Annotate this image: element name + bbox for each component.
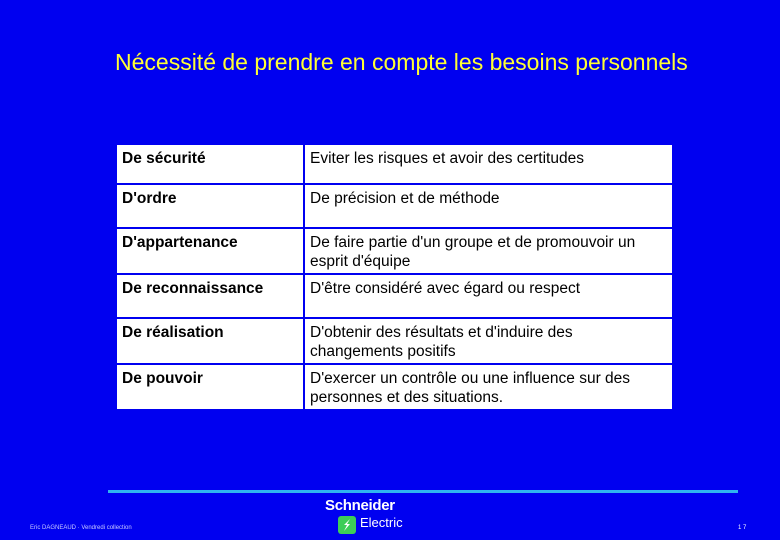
footer-author: Eric DAGNEAUD · Vendredi collection xyxy=(30,525,132,531)
need-cell: D'ordre xyxy=(116,184,304,228)
description-cell: D'exercer un contrôle ou une influence sur des personnes et des situations. xyxy=(304,364,673,410)
description-cell: De précision et de méthode xyxy=(304,184,673,228)
slide-title: Nécessité de prendre en compte les besoins personnels xyxy=(115,49,688,75)
logo-name: Schneider xyxy=(325,497,395,514)
description-cell: De faire partie d'un groupe et de promouvoir un esprit d'équipe xyxy=(304,228,673,274)
page-number: 1 7 xyxy=(738,525,747,531)
table-row xyxy=(116,318,673,364)
table-row xyxy=(116,274,673,318)
table-row xyxy=(116,364,673,410)
description-cell: D'obtenir des résultats et d'induire des changements positifs xyxy=(304,318,673,364)
table-row xyxy=(116,228,673,274)
logo-sub: Electric xyxy=(360,515,403,530)
need-cell: De réalisation xyxy=(116,318,304,364)
table-row xyxy=(116,144,673,184)
description-cell: Eviter les risques et avoir des certitudes xyxy=(304,144,673,184)
footer-divider xyxy=(108,490,738,493)
needs-table xyxy=(115,143,674,411)
schneider-leaf-icon xyxy=(338,516,356,534)
need-cell: De pouvoir xyxy=(116,364,304,410)
need-cell: D'appartenance xyxy=(116,228,304,274)
description-cell: D'être considéré avec égard ou respect xyxy=(304,274,673,318)
need-cell: De reconnaissance xyxy=(116,274,304,318)
need-cell: De sécurité xyxy=(116,144,304,184)
table-row xyxy=(116,184,673,228)
schneider-logo xyxy=(322,497,414,537)
